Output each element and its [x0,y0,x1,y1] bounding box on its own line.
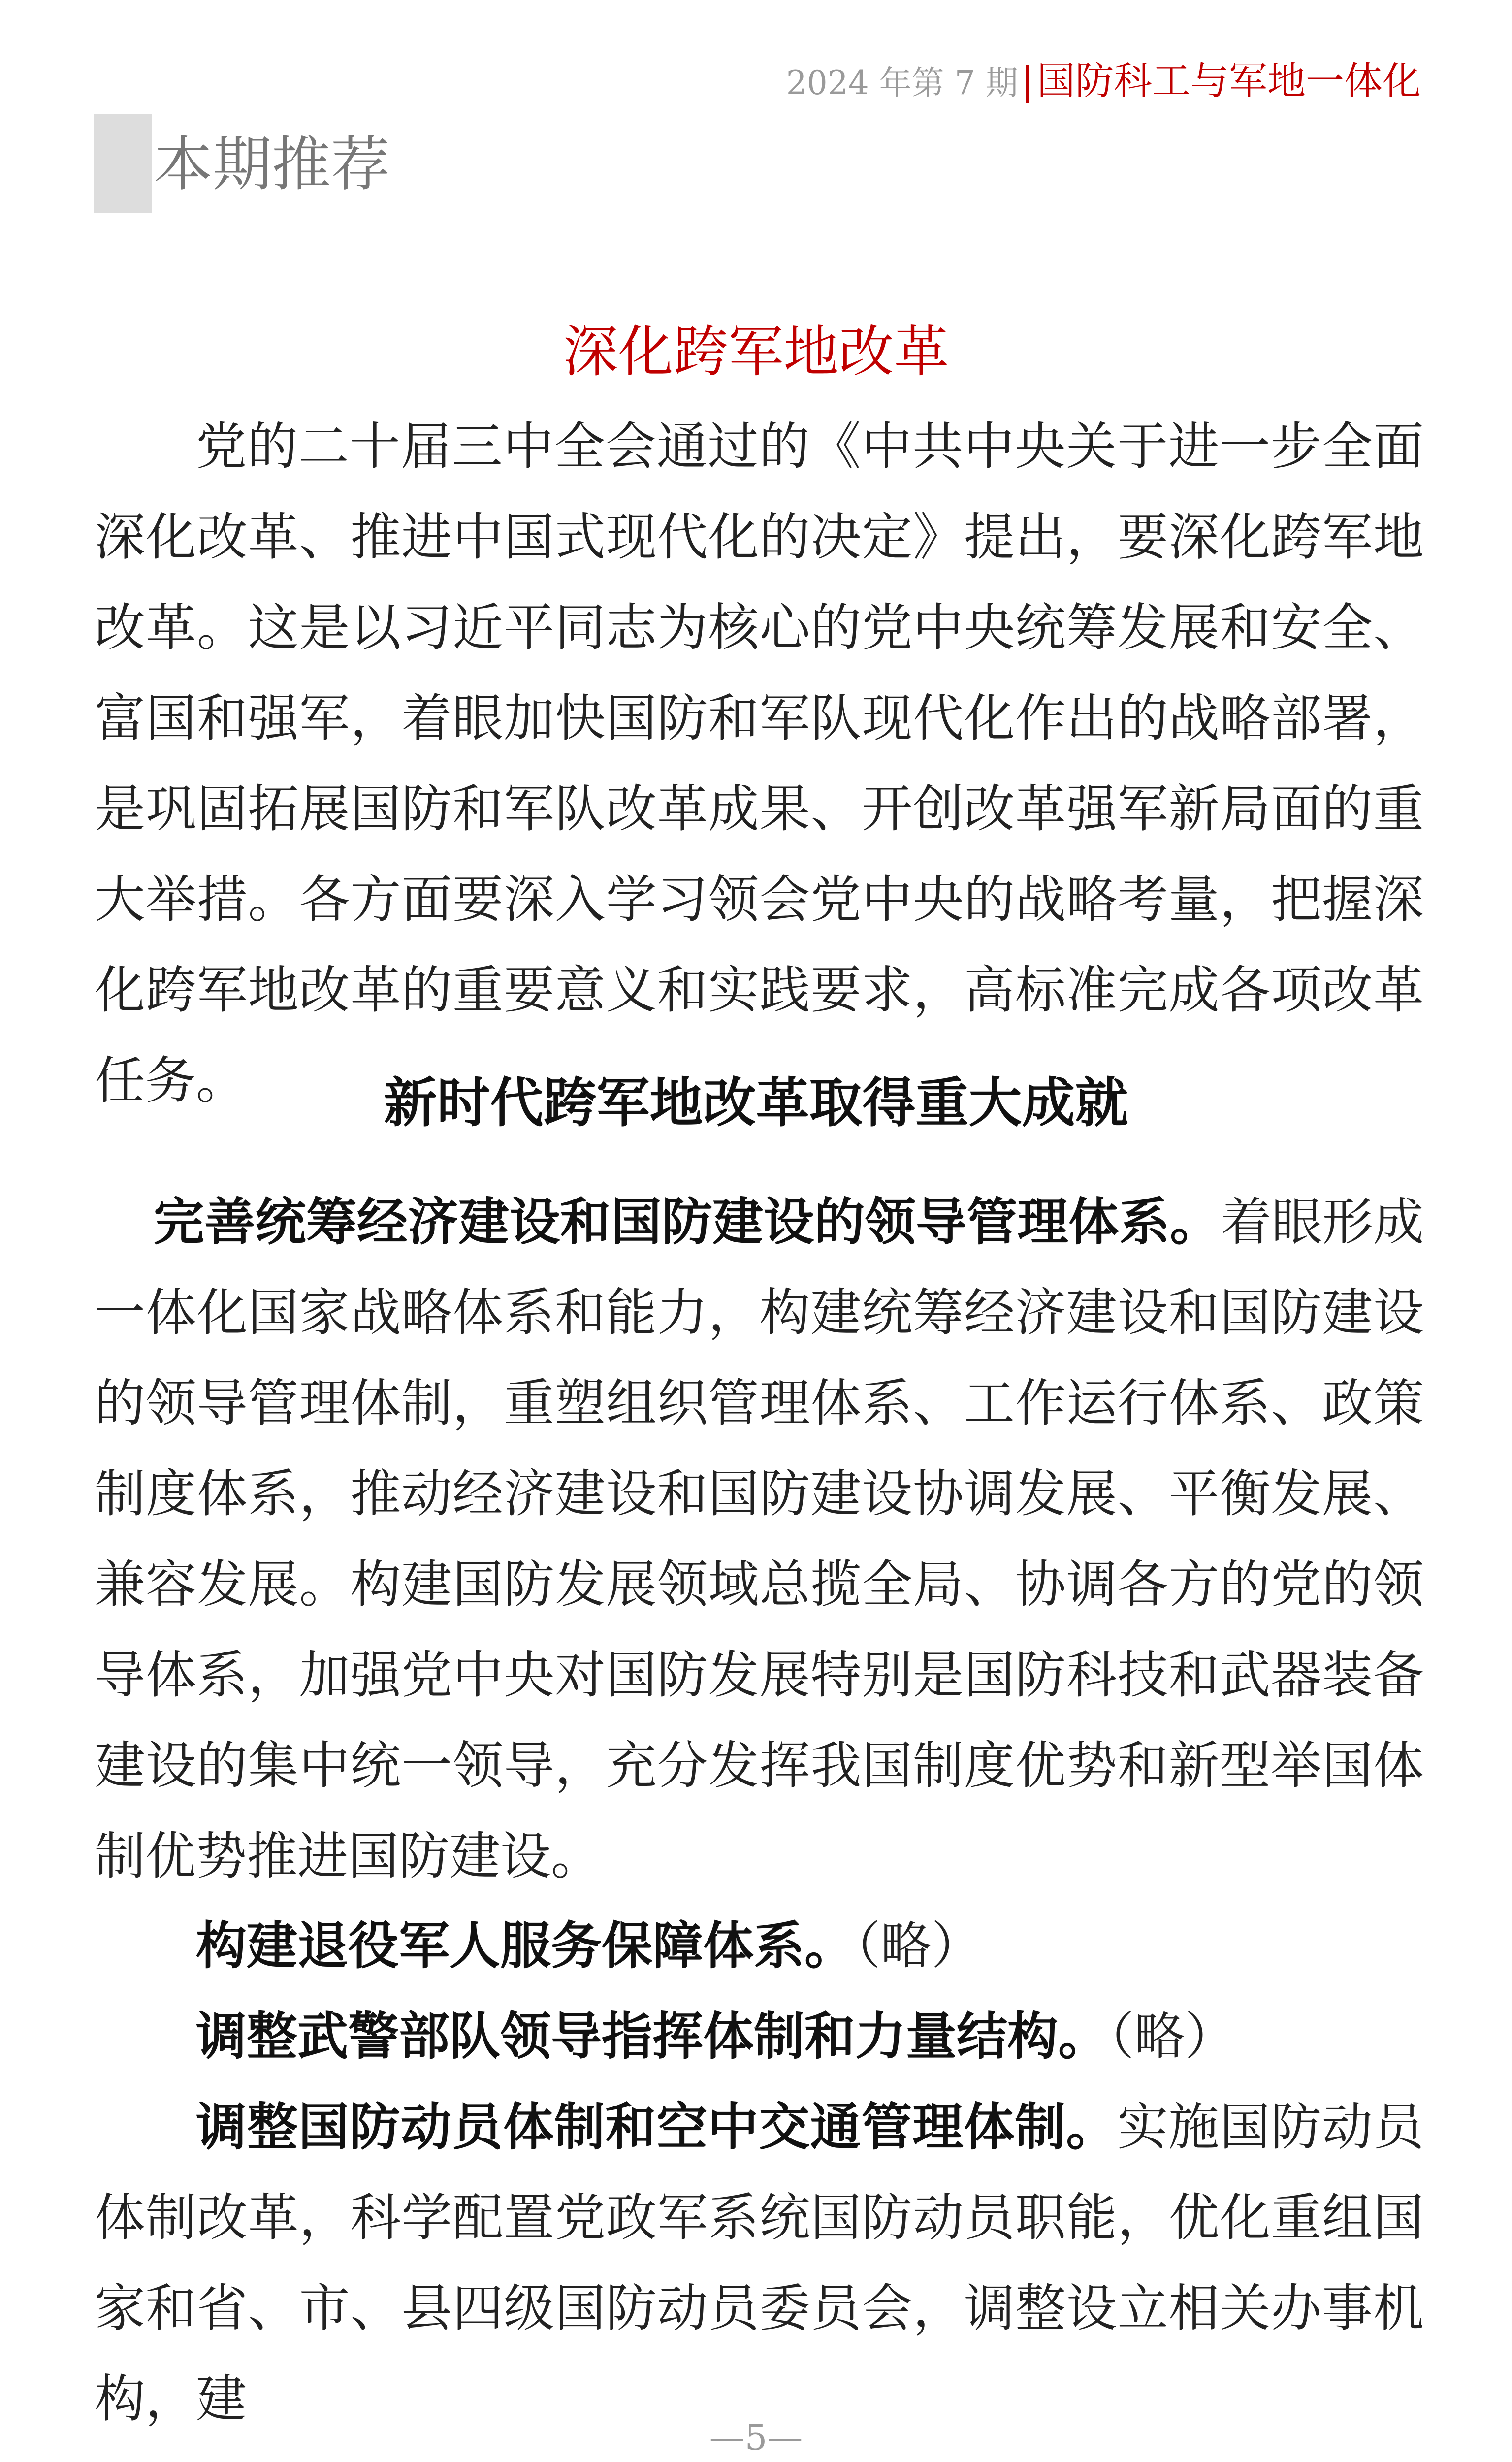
item-4-body: 实施国防动员体制改革，科学配置党政军系统国防动员职能，优化重组国家和省、市、县四级国防动员委员会，调整设立相关办事机构，建 [95,2098,1424,2429]
item-2-body: （略） [855,1916,982,1976]
paragraph-item-1 [95,1177,1424,1902]
header-separator: | [1021,59,1034,103]
item-1-lead: 完善统筹经济建设和国防建设的领导管理体系。 [154,1192,1221,1252]
paragraph-item-4 [95,2082,1424,2444]
section-tag-block [94,114,152,213]
item-1-body: 着眼形成一体化国家战略体系和能力，构建统筹经济建设和国防建设的领导管理体制，重塑组织管理体系、工作运行体系、政策制度体系，推动经济建设和国防建设协调发展、平衡发展、兼容发展。构建国防发展领域总揽全局、协调各方的党的领导体系，加强党中央对国防发展特别是国防科技和武器装备建设的集中统一领导，充分发挥我国制度优势和新型举国体制优势推进国防建设。 [95,1193,1424,1886]
paragraph-item-2 [95,1901,1424,1991]
section-subheading: 新时代跨军地改革取得重大成就 [384,1072,1128,1134]
paragraph-item-3 [95,1991,1424,2082]
item-2-lead: 构建退役军人服务保障体系。 [196,1916,855,1976]
item-3-lead: 调整武警部队领导指挥体制和力量结构。 [196,2007,1109,2066]
page-number: —5— [709,2417,803,2458]
journal-name: 国防科工与军地一体化 [1036,59,1421,103]
item-3-body: （略） [1109,2007,1236,2066]
item-4-lead: 调整国防动员体制和空中交通管理体制。 [196,2097,1118,2157]
section-label: 本期推荐 [154,130,390,199]
article-title: 深化跨军地改革 [563,320,949,384]
journal-header [786,57,1421,108]
issue-number: 2024 年第 7 期 [786,64,1018,102]
intro-paragraph: 党的二十届三中全会通过的《中共中央关于进一步全面深化改革、推进中国式现代化的决定》提出，要深化跨军地改革。这是以习近平同志为核心的党中央统筹发展和安全、富国和强军，着眼加快国防和军队现代化作出的战略部署，是巩固拓展国防和军队改革成果、开创改革强军新局面的重大举措。各方面要深入学习领会党中央的战略考量，把握深化跨军地改革的重要意义和实践要求，高标准完成各项改革任务。 [95,417,1424,1110]
